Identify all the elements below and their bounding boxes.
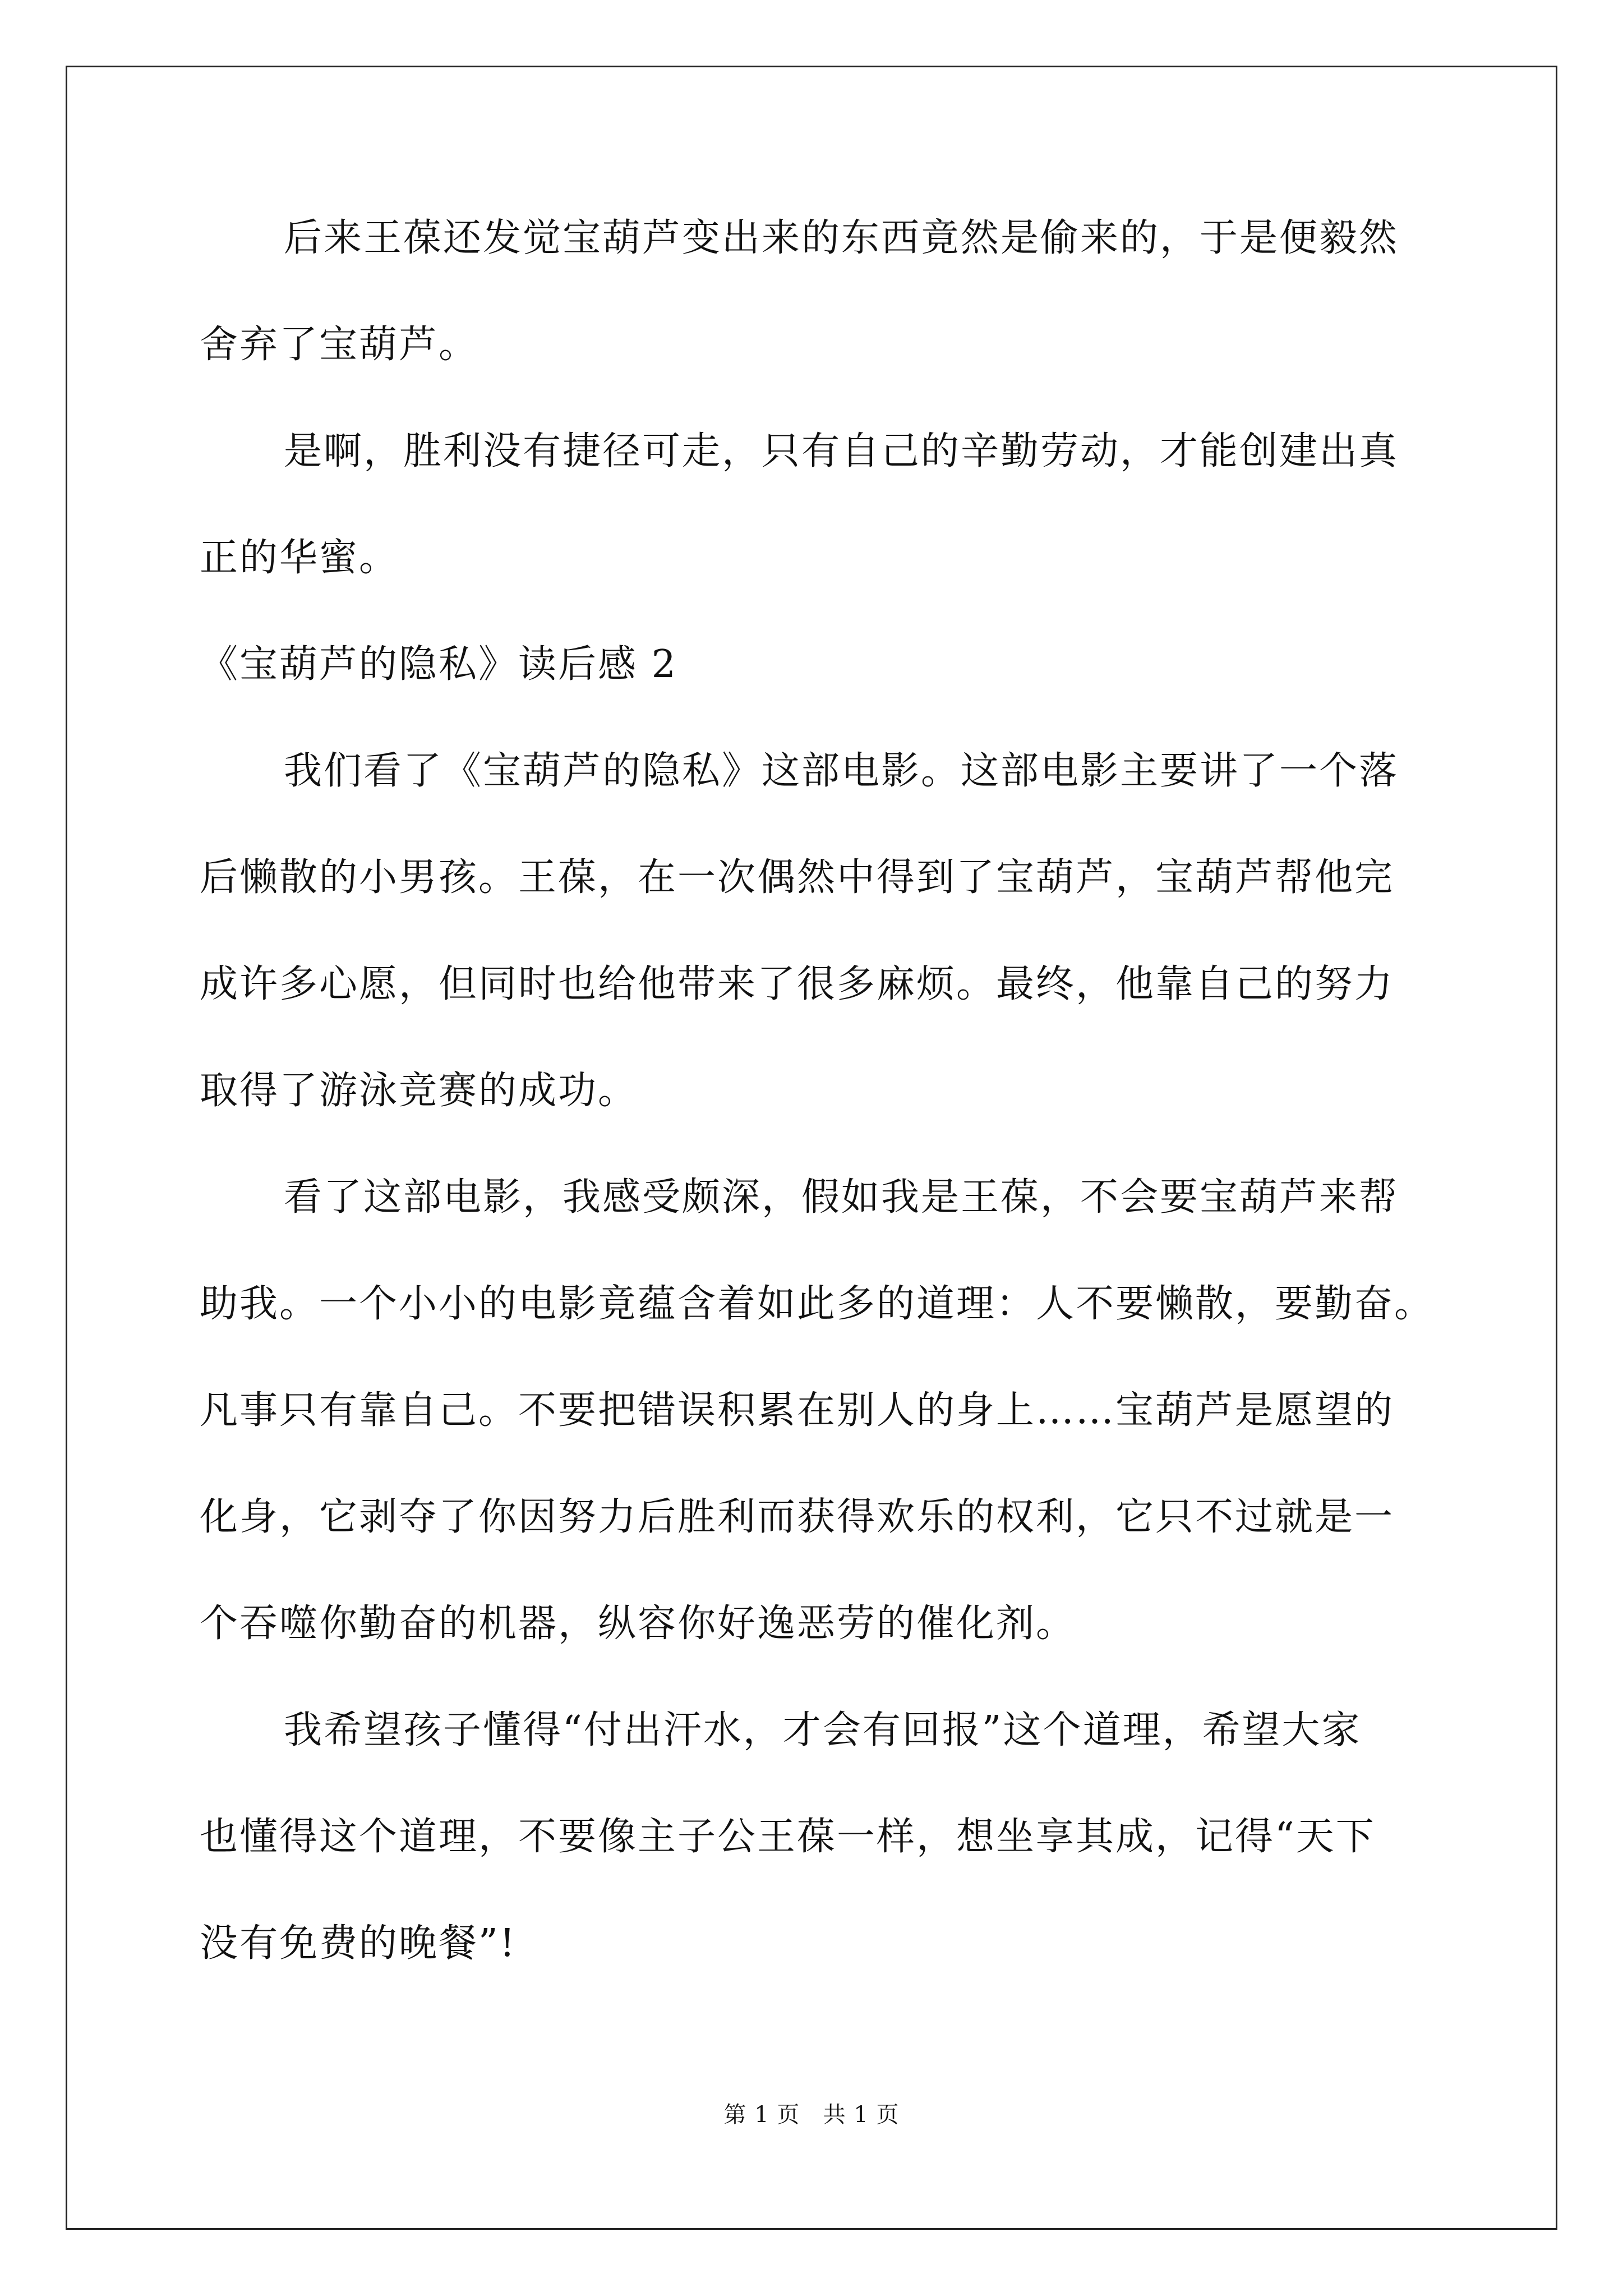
paragraph-2-line-1: 是啊，胜利没有捷径可走，只有自己的辛勤劳动，才能创建出真: [284, 429, 1399, 473]
paragraph-5-line-3: 没有免费的晚餐”!: [200, 1921, 517, 1966]
paragraph-1-line-1: 后来王葆还发觉宝葫芦变出来的东西竟然是偷来的，于是便毅然: [284, 216, 1399, 260]
paragraph-3-line-3: 成许多心愿，但同时也给他带来了很多麻烦。最终，他靠自己的努力: [200, 962, 1395, 1006]
paragraph-1-line-2: 舍弃了宝葫芦。: [200, 323, 479, 367]
paragraph-5-line-2: 也懂得这个道理，不要像主子公王葆一样，想坐享其成，记得“天下: [200, 1815, 1376, 1859]
page-border: [66, 66, 1557, 2230]
paragraph-5-line-1: 我希望孩子懂得“付出汗水，才会有回报”这个道理，希望大家: [284, 1708, 1362, 1752]
paragraph-4-line-4: 化身，它剥夺了你因努力后胜利而获得欢乐的权利，它只不过就是一: [200, 1495, 1395, 1539]
page-number-footer: 第 1 页 共 1 页: [723, 2102, 900, 2128]
paragraph-4-line-1: 看了这部电影，我感受颇深，假如我是王葆，不会要宝葫芦来帮: [284, 1175, 1399, 1220]
paragraph-2-line-2: 正的华蜜。: [200, 536, 399, 580]
paragraph-3-line-1: 我们看了《宝葫芦的隐私》这部电影。这部电影主要讲了一个落: [284, 749, 1399, 793]
paragraph-3-line-2: 后懒散的小男孩。王葆，在一次偶然中得到了宝葫芦，宝葫芦帮他完: [200, 855, 1395, 900]
paragraph-3-line-4: 取得了游泳竞赛的成功。: [200, 1069, 638, 1113]
paragraph-4-line-3: 凡事只有靠自己。不要把错误积累在别人的身上……宝葫芦是愿望的: [200, 1388, 1395, 1433]
section-heading: 《宝葫芦的隐私》读后感 2: [200, 642, 677, 687]
paragraph-4-line-2: 助我。一个小小的电影竟蕴含着如此多的道理：人不要懒散，要勤奋。: [200, 1282, 1435, 1326]
paragraph-4-line-5: 个吞噬你勤奋的机器，纵容你好逸恶劳的催化剂。: [200, 1602, 1076, 1646]
